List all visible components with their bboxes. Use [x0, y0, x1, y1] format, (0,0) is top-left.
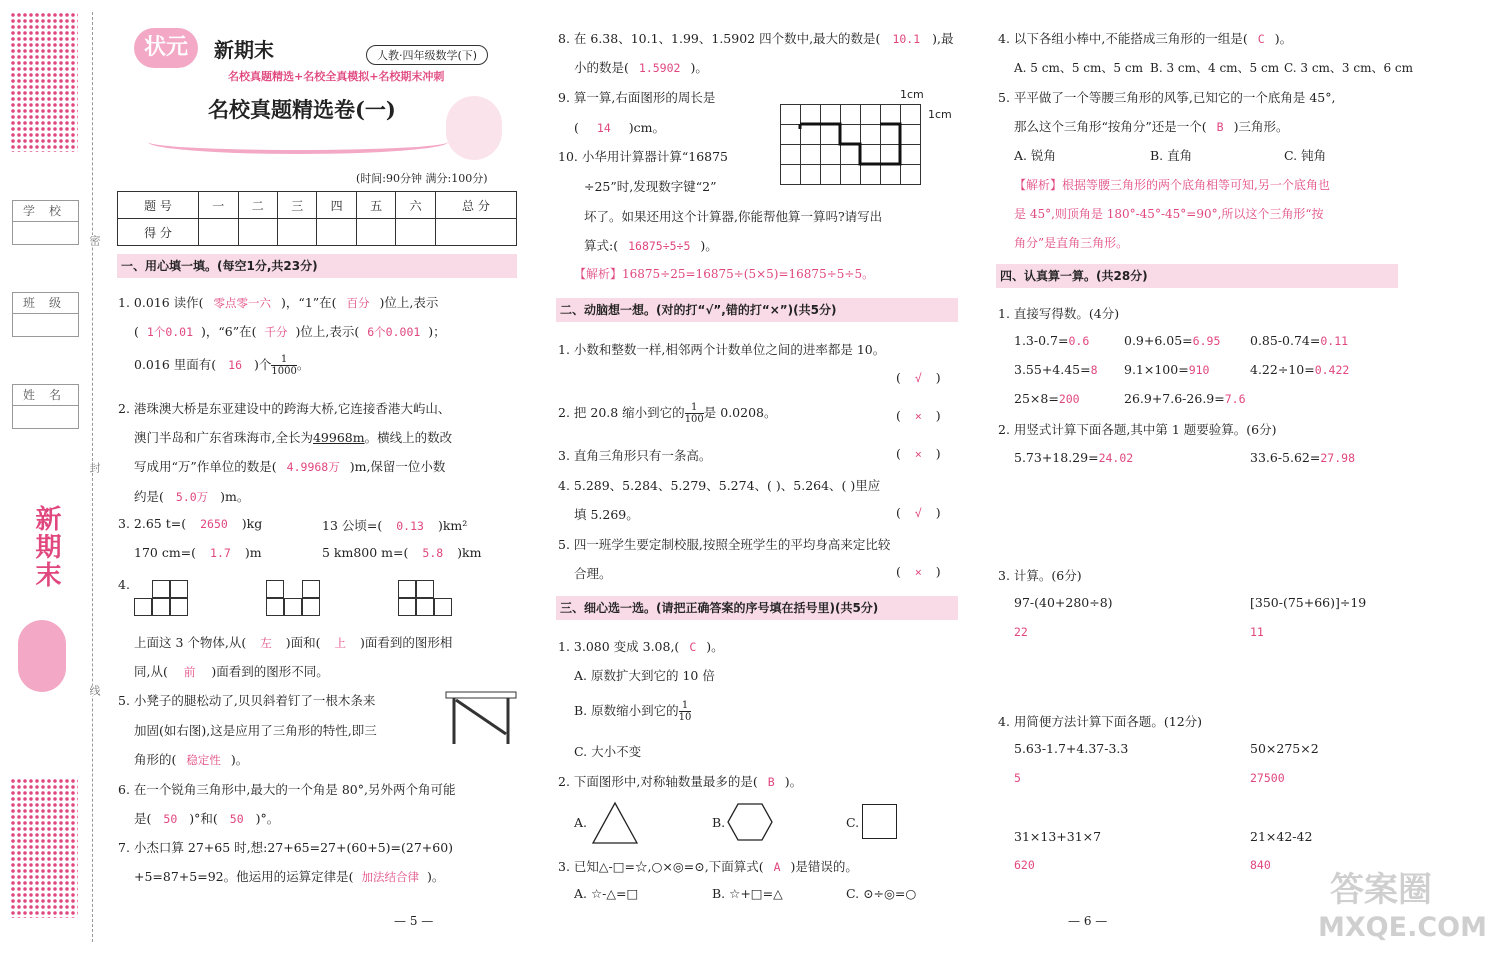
q10-line2: ÷25”时,发现数字键“2”	[584, 179, 717, 194]
easy-answer-4: 840	[1250, 858, 1271, 872]
choice-4-a: A. 5 cm、5 cm、5 cm	[1014, 61, 1143, 75]
class-label: 班级	[13, 293, 78, 314]
judge-2: 2. 把 20.8 缩小到它的 $\frac{1}{100}$ 是 0.0208。	[558, 402, 777, 425]
score-cell: 三	[277, 192, 316, 219]
choice-4-c: C. 3 cm、3 cm、6 cm	[1284, 61, 1414, 75]
judge-1-mark: ( √ )	[896, 370, 941, 385]
score-cell: 二	[238, 192, 277, 219]
q7-line1: 7. 小杰口算 27+65 时,想:27+65=27+(60+5)=(27+60)	[118, 840, 454, 855]
calc-item-1: 97-(40+280÷8)	[1014, 595, 1113, 610]
score-row-label: 得 分	[118, 219, 199, 246]
choice-2-b: B.	[712, 815, 726, 830]
margin-dots-top	[10, 12, 78, 152]
judge-3: 3. 直角三角形只有一条高。	[558, 448, 712, 463]
watermark-text: 答案圈	[1330, 870, 1432, 910]
name-label: 姓名	[13, 385, 78, 406]
judge-3-mark: ( × )	[896, 446, 941, 461]
direct-item-3: 0.85-0.74=0.11	[1250, 333, 1349, 348]
choice-2: 2. 下面图形中,对称轴数量最多的是( B )。	[558, 774, 803, 789]
choice-3-b: B. ☆+□=△	[712, 886, 783, 901]
q8-line2: 小的数是( 1.5902 )。	[574, 60, 708, 75]
q4-line1: 上面这 3 个物体,从( 左 )面和( 上 )面看到的图形相	[134, 635, 453, 650]
class-field[interactable]	[12, 292, 79, 337]
calc-answer-1: 22	[1014, 625, 1028, 639]
side-logo	[18, 620, 66, 692]
q3-line1b: 13 公顷=( 0.13 )km²	[322, 518, 468, 533]
name-input[interactable]	[13, 406, 78, 428]
choice-1-a: A. 原数扩大到它的 10 倍	[574, 668, 715, 683]
score-input[interactable]	[435, 219, 516, 246]
vertical-item-1: 5.73+18.29=24.02	[1014, 450, 1134, 465]
choice-5-c: C. 钝角	[1284, 148, 1327, 163]
score-cell: 五	[356, 192, 395, 219]
calc-section-1: 1. 直接写得数。(4分)	[998, 306, 1120, 321]
seal-mark-2: 封	[88, 462, 101, 473]
q2-line3: 写成用“万”作单位的数是( 4.9968万 )m,保留一位小数	[134, 459, 446, 474]
direct-item-4: 3.55+4.45=8	[1014, 362, 1098, 377]
choice-4: 4. 以下各组小棒中,不能搭成三角形的一组是( C )。	[998, 31, 1293, 46]
q6-line2: 是( 50 )°和( 50 )°。	[134, 811, 280, 826]
direct-item-6: 4.22÷10=0.422	[1250, 362, 1350, 377]
header-slogan: 名校真题精选+名校全真模拟+名校期末冲刺	[228, 70, 445, 83]
section-2-heading: 二、动脑想一想。(对的打“√”,错的打“×”)(共5分)	[556, 298, 958, 322]
direct-item-2: 0.9+6.05=6.95	[1124, 333, 1221, 348]
q10-line3: 坏了。如果还用这个计算器,你能帮他算一算吗?请写出	[584, 209, 883, 224]
q6-line1: 6. 在一个锐角三角形中,最大的一个角是 80°,另外两个角可能	[118, 782, 456, 797]
choice-5-b: B. 直角	[1150, 148, 1193, 163]
name-field[interactable]	[12, 384, 79, 429]
school-label: 学校	[13, 201, 78, 222]
header-brand: 新期末	[214, 38, 274, 62]
q8-line1: 8. 在 6.38、10.1、1.99、1.5902 四个数中,最大的数是( 10.1 ),最	[558, 31, 954, 46]
binding-line	[92, 12, 93, 942]
class-input[interactable]	[13, 314, 78, 336]
q2-line1: 2. 港珠澳大桥是东亚建设中的跨海大桥,它连接香港大屿山、	[118, 401, 451, 416]
q1-line1: 1. 0.016 读作( 零点零一六 )，“1”在( 百分 )位上,表示	[118, 295, 439, 310]
seal-mark-3: 线	[88, 685, 101, 696]
choice-5-analysis-1: 【解析】根据等腰三角形的两个底角相等可知,另一个底角也	[1014, 178, 1330, 192]
direct-item-1: 1.3-0.7=0.6	[1014, 333, 1090, 348]
header-logo: 状元	[134, 28, 198, 68]
judge-5: 5. 四一班学生要定制校服,按照全班学生的平均身高来定比较	[558, 537, 891, 552]
fraction: $\frac{1}{10}$	[678, 700, 692, 723]
q9-line1: 9. 算一算,右面图形的周长是	[558, 90, 716, 105]
fraction: $\frac{1}{100}$	[684, 402, 704, 425]
q2-line4: 约是( 5.0万 )m。	[134, 489, 250, 504]
q3-line1: 3. 2.65 t=( 2650 )kg	[118, 516, 263, 531]
choice-1-b: B. 原数缩小到它的 $\frac{1}{10}$	[574, 700, 692, 723]
score-cell: 题 号	[118, 192, 199, 219]
score-input[interactable]	[396, 219, 435, 246]
score-cell: 六	[396, 192, 435, 219]
score-input[interactable]	[356, 219, 395, 246]
score-input[interactable]	[238, 219, 277, 246]
header-swoosh	[148, 130, 448, 154]
q5-line1: 5. 小凳子的腿松动了,贝贝斜着钉了一根木条来	[118, 693, 376, 708]
paper-title: 名校真题精选卷(一)	[208, 97, 396, 122]
score-input[interactable]	[317, 219, 356, 246]
page-number-6: — 6 —	[1068, 914, 1108, 928]
brand-vertical: 新期末	[31, 505, 61, 589]
q10-line4: 算式:( 16875÷5÷5 )。	[584, 238, 718, 253]
easy-item-2: 50×275×2	[1250, 741, 1319, 756]
square-shape	[862, 804, 897, 839]
judge-4-cont: 填 5.269。	[574, 507, 639, 522]
score-input[interactable]	[199, 219, 238, 246]
choice-3-a: A. ☆-△=□	[574, 886, 639, 901]
score-cell: 总 分	[435, 192, 516, 219]
calc-item-2: [350-(75+66)]÷19	[1250, 595, 1367, 610]
triangle-shape	[590, 800, 640, 846]
calc-section-2: 2. 用竖式计算下面各题,其中第 1 题要验算。(6分)	[998, 422, 1277, 437]
choice-5-analysis-3: 角分”是直角三角形。	[1014, 236, 1129, 250]
page-number-5: — 5 —	[394, 914, 434, 928]
choice-5-line1: 5. 平平做了一个等腰三角形的风筝,已知它的一个底角是 45°,	[998, 90, 1336, 105]
choice-2-c: C.	[846, 815, 860, 830]
school-input[interactable]	[13, 222, 78, 244]
calc-section-3: 3. 计算。(6分)	[998, 568, 1082, 583]
seal-mark-1: 密	[88, 235, 101, 246]
hexagon-shape	[726, 802, 774, 842]
grid-shape	[780, 104, 922, 186]
q1-line3: 0.016 里面有( 16 )个 $\frac{1}{1000}$ 。	[134, 354, 310, 377]
score-cell: 四	[317, 192, 356, 219]
watermark-url: MXQE.COM	[1318, 912, 1487, 943]
margin-dots-bottom	[10, 778, 78, 918]
q7-line2: +5=87+5=92。他运用的运算定律是( 加法结合律 )。	[134, 869, 445, 884]
q3-line2: 170 cm=( 1.7 )m	[134, 545, 262, 560]
q5-line3: 角形的( 稳定性 )。	[134, 752, 249, 767]
q1-line2: ( 1个0.01 )，“6”在( 千分 )位上,表示( 6个0.001 )；	[134, 324, 446, 339]
choice-1-c: C. 大小不变	[574, 744, 642, 759]
score-cell: 一	[199, 192, 238, 219]
calc-section-4: 4. 用简便方法计算下面各题。(12分)	[998, 714, 1203, 729]
judge-5-cont: 合理。	[574, 566, 612, 581]
easy-answer-3: 620	[1014, 858, 1035, 872]
cube-figure-2	[266, 578, 326, 620]
easy-item-3: 31×13+31×7	[1014, 829, 1102, 844]
calc-answer-2: 11	[1250, 625, 1264, 639]
q2-line2: 澳门半岛和广东省珠海市,全长为49968m。横线上的数改	[134, 430, 453, 445]
score-value-row	[118, 219, 517, 246]
q4-line2: 同,从( 前 )面看到的图形不同。	[134, 664, 329, 679]
direct-item-8: 26.9+7.6-26.9=7.6	[1124, 391, 1246, 406]
section-3-heading: 三、细心选一选。(请把正确答案的序号填在括号里)(共5分)	[556, 596, 958, 620]
judge-4-mark: ( √ )	[896, 505, 941, 520]
score-header-row	[118, 192, 517, 219]
mascot	[446, 96, 502, 160]
choice-5-analysis-2: 是 45°,则顶角是 180°-45°-45°=90°,所以这个三角形“按	[1014, 207, 1324, 221]
q4-number: 4.	[118, 577, 130, 592]
q3-line2b: 5 km800 m=( 5.8 )km	[322, 545, 482, 560]
q9-line2: ( 14 )cm。	[574, 120, 665, 135]
score-input[interactable]	[277, 219, 316, 246]
q10-analysis: 【解析】16875÷25=16875÷(5×5)=16875÷5÷5。	[574, 267, 875, 281]
fraction: $\frac{1}{1000}$	[271, 354, 297, 377]
direct-item-7: 25×8=200	[1014, 391, 1080, 406]
choice-2-a: A.	[574, 815, 588, 830]
judge-4: 4. 5.289、5.284、5.279、5.274、( )、5.264、( )里应	[558, 478, 881, 493]
judge-2-mark: ( × )	[896, 408, 941, 423]
direct-item-5: 9.1×100=910	[1124, 362, 1210, 377]
stool-figure	[444, 690, 518, 746]
cube-figure-3	[398, 578, 458, 620]
header-badge: 人教·四年级数学(下)	[366, 45, 488, 65]
easy-item-1: 5.63-1.7+4.37-3.3	[1014, 741, 1129, 756]
choice-3-c: C. ⊙÷◎=○	[846, 886, 917, 901]
judge-1: 1. 小数和整数一样,相邻两个计数单位之间的进率都是 10。	[558, 342, 886, 357]
section-1-heading: 一、用心填一填。(每空1分,共23分)	[117, 254, 517, 278]
choice-4-b: B. 3 cm、4 cm、5 cm	[1150, 61, 1280, 75]
q10-line1: 10. 小华用计算器计算“16875	[558, 149, 729, 164]
choice-5-a: A. 锐角	[1014, 148, 1056, 163]
choice-5-line2: 那么这个三角形“按角分”还是一个( B )三角形。	[1014, 119, 1289, 134]
easy-answer-2: 27500	[1250, 771, 1285, 785]
easy-item-4: 21×42-42	[1250, 829, 1313, 844]
vertical-item-2: 33.6-5.62=27.98	[1250, 450, 1355, 465]
choice-3: 3. 已知△-□=☆,○×◎=⊙,下面算式( A )是错误的。	[558, 859, 858, 874]
choice-1: 1. 3.080 变成 3.08,( C )。	[558, 639, 724, 654]
score-table	[117, 191, 517, 246]
exam-meta: (时间:90分钟 满分:100分)	[356, 172, 488, 185]
unit-label-top: 1cm	[900, 88, 924, 101]
judge-5-mark: ( × )	[896, 564, 941, 579]
q5-line2: 加固(如右图),这是应用了三角形的特性,即三	[134, 723, 377, 738]
easy-answer-1: 5	[1014, 771, 1021, 785]
section-4-heading: 四、认真算一算。(共28分)	[996, 264, 1398, 288]
cube-figure-1	[134, 578, 194, 620]
school-field[interactable]	[12, 200, 79, 245]
unit-label-side: 1cm	[928, 108, 952, 121]
